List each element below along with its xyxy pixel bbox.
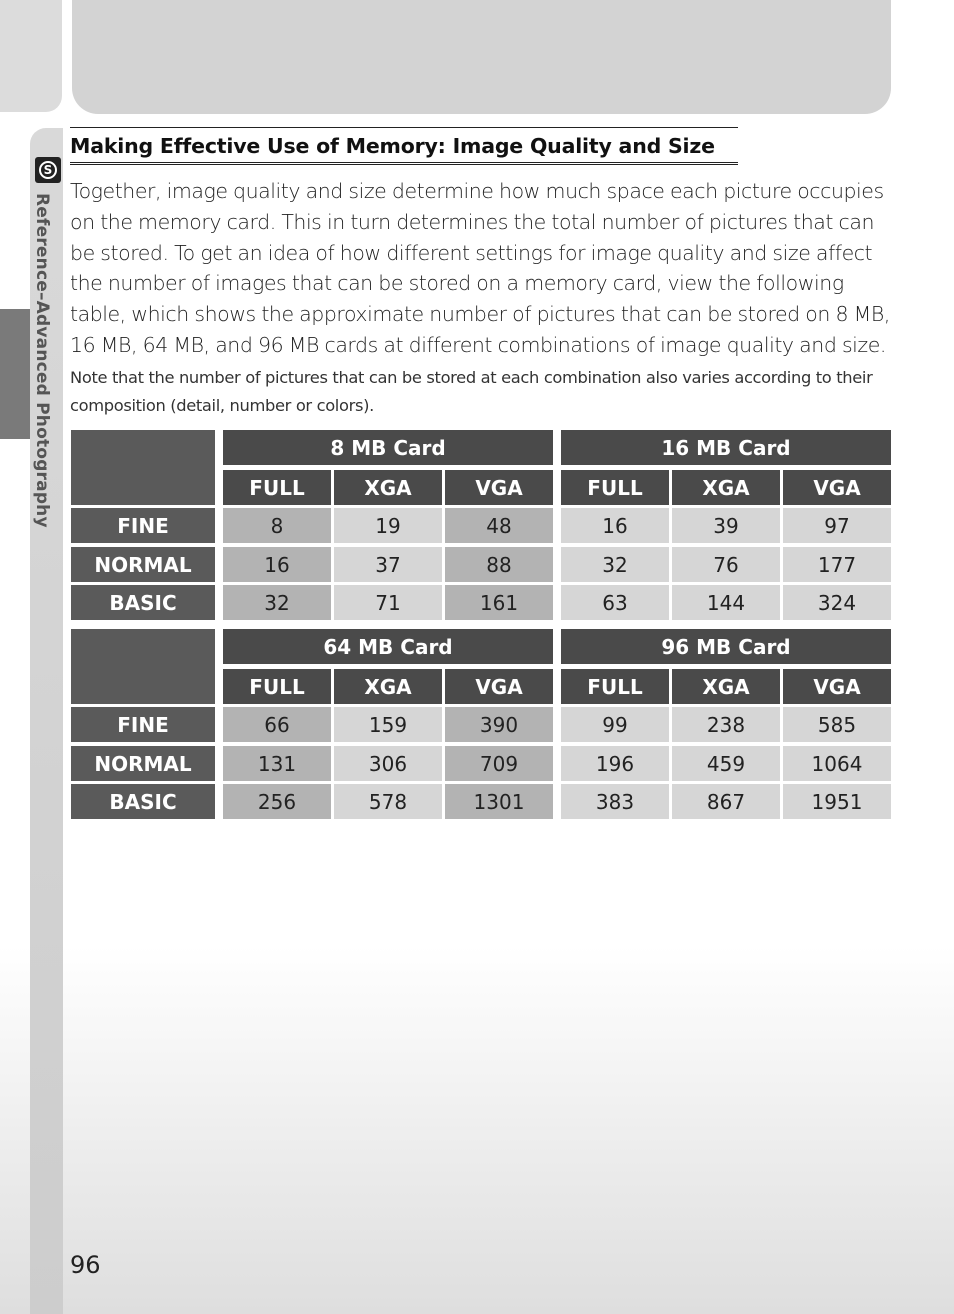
table-cell: 32 bbox=[223, 585, 331, 620]
table-cell: 867 bbox=[672, 784, 780, 819]
table-cell: 1064 bbox=[783, 746, 891, 781]
table-corner bbox=[71, 430, 215, 505]
intro-paragraph: Together, image quality and size determine how much space each picture occupies on the memory card. This in turn determines the total number of pictures that can be stored. To get an idea of how different settings for image quality and size affect the number of images that can be stored on a memory card, view the following table, which shows the approximate number of pictures that can be stored on 8 MB, 16 MB, 64 MB, and 96 MB cards at different combinations of image quality and size. bbox=[70, 179, 890, 357]
quality-label: BASIC bbox=[71, 585, 215, 620]
table-cell: 99 bbox=[561, 707, 669, 742]
card-header: 8 MB Card bbox=[223, 430, 553, 465]
table-cell: 459 bbox=[672, 746, 780, 781]
table-cell: 390 bbox=[445, 707, 553, 742]
table-cell: 383 bbox=[561, 784, 669, 819]
table-cell: 48 bbox=[445, 508, 553, 543]
size-header: FULL bbox=[561, 669, 669, 704]
table-cell: 16 bbox=[223, 547, 331, 582]
table-cell: 76 bbox=[672, 547, 780, 582]
table-cell: 66 bbox=[223, 707, 331, 742]
size-header: FULL bbox=[561, 470, 669, 505]
quality-label: FINE bbox=[71, 508, 215, 543]
table-cell: 88 bbox=[445, 547, 553, 582]
section-tab-label: Reference–Advanced Photography bbox=[32, 193, 52, 528]
size-header: XGA bbox=[334, 669, 442, 704]
table-cell: 144 bbox=[672, 585, 780, 620]
table-cell: 32 bbox=[561, 547, 669, 582]
size-header: VGA bbox=[783, 470, 891, 505]
size-header: FULL bbox=[223, 470, 331, 505]
table-cell: 238 bbox=[672, 707, 780, 742]
size-header: FULL bbox=[223, 669, 331, 704]
table-cell: 578 bbox=[334, 784, 442, 819]
table-cell: 63 bbox=[561, 585, 669, 620]
table-corner bbox=[71, 629, 215, 704]
table-cell: 16 bbox=[561, 508, 669, 543]
size-header: VGA bbox=[445, 470, 553, 505]
quality-label: BASIC bbox=[71, 784, 215, 819]
size-header: XGA bbox=[672, 669, 780, 704]
quality-label: NORMAL bbox=[71, 746, 215, 781]
table-cell: 324 bbox=[783, 585, 891, 620]
side-marker bbox=[0, 309, 30, 439]
section-icon bbox=[35, 157, 61, 183]
table-cell: 19 bbox=[334, 508, 442, 543]
table-cell: 196 bbox=[561, 746, 669, 781]
quality-label: FINE bbox=[71, 707, 215, 742]
table-cell: 97 bbox=[783, 508, 891, 543]
quality-label: NORMAL bbox=[71, 547, 215, 582]
section-icon-letter: S bbox=[39, 161, 57, 179]
table-cell: 1301 bbox=[445, 784, 553, 819]
table-cell: 306 bbox=[334, 746, 442, 781]
table-cell: 131 bbox=[223, 746, 331, 781]
table-cell: 161 bbox=[445, 585, 553, 620]
card-header: 64 MB Card bbox=[223, 629, 553, 664]
page-title: Making Effective Use of Memory: Image Quality and Size bbox=[70, 127, 738, 165]
page-number: 96 bbox=[70, 1251, 101, 1279]
table-cell: 159 bbox=[334, 707, 442, 742]
table-cell: 37 bbox=[334, 547, 442, 582]
size-header: XGA bbox=[334, 470, 442, 505]
table-cell: 8 bbox=[223, 508, 331, 543]
note-paragraph: Note that the number of pictures that can be stored at each combination also varies according to their composition (detail, number or colors). bbox=[70, 368, 873, 415]
card-header: 96 MB Card bbox=[561, 629, 891, 664]
corner-block bbox=[0, 0, 62, 112]
table-cell: 1951 bbox=[783, 784, 891, 819]
table-cell: 256 bbox=[223, 784, 331, 819]
table-cell: 709 bbox=[445, 746, 553, 781]
table-cell: 177 bbox=[783, 547, 891, 582]
size-header: VGA bbox=[445, 669, 553, 704]
table-cell: 39 bbox=[672, 508, 780, 543]
header-banner bbox=[72, 0, 891, 114]
card-header: 16 MB Card bbox=[561, 430, 891, 465]
table-cell: 585 bbox=[783, 707, 891, 742]
table-cell: 71 bbox=[334, 585, 442, 620]
size-header: XGA bbox=[672, 470, 780, 505]
size-header: VGA bbox=[783, 669, 891, 704]
